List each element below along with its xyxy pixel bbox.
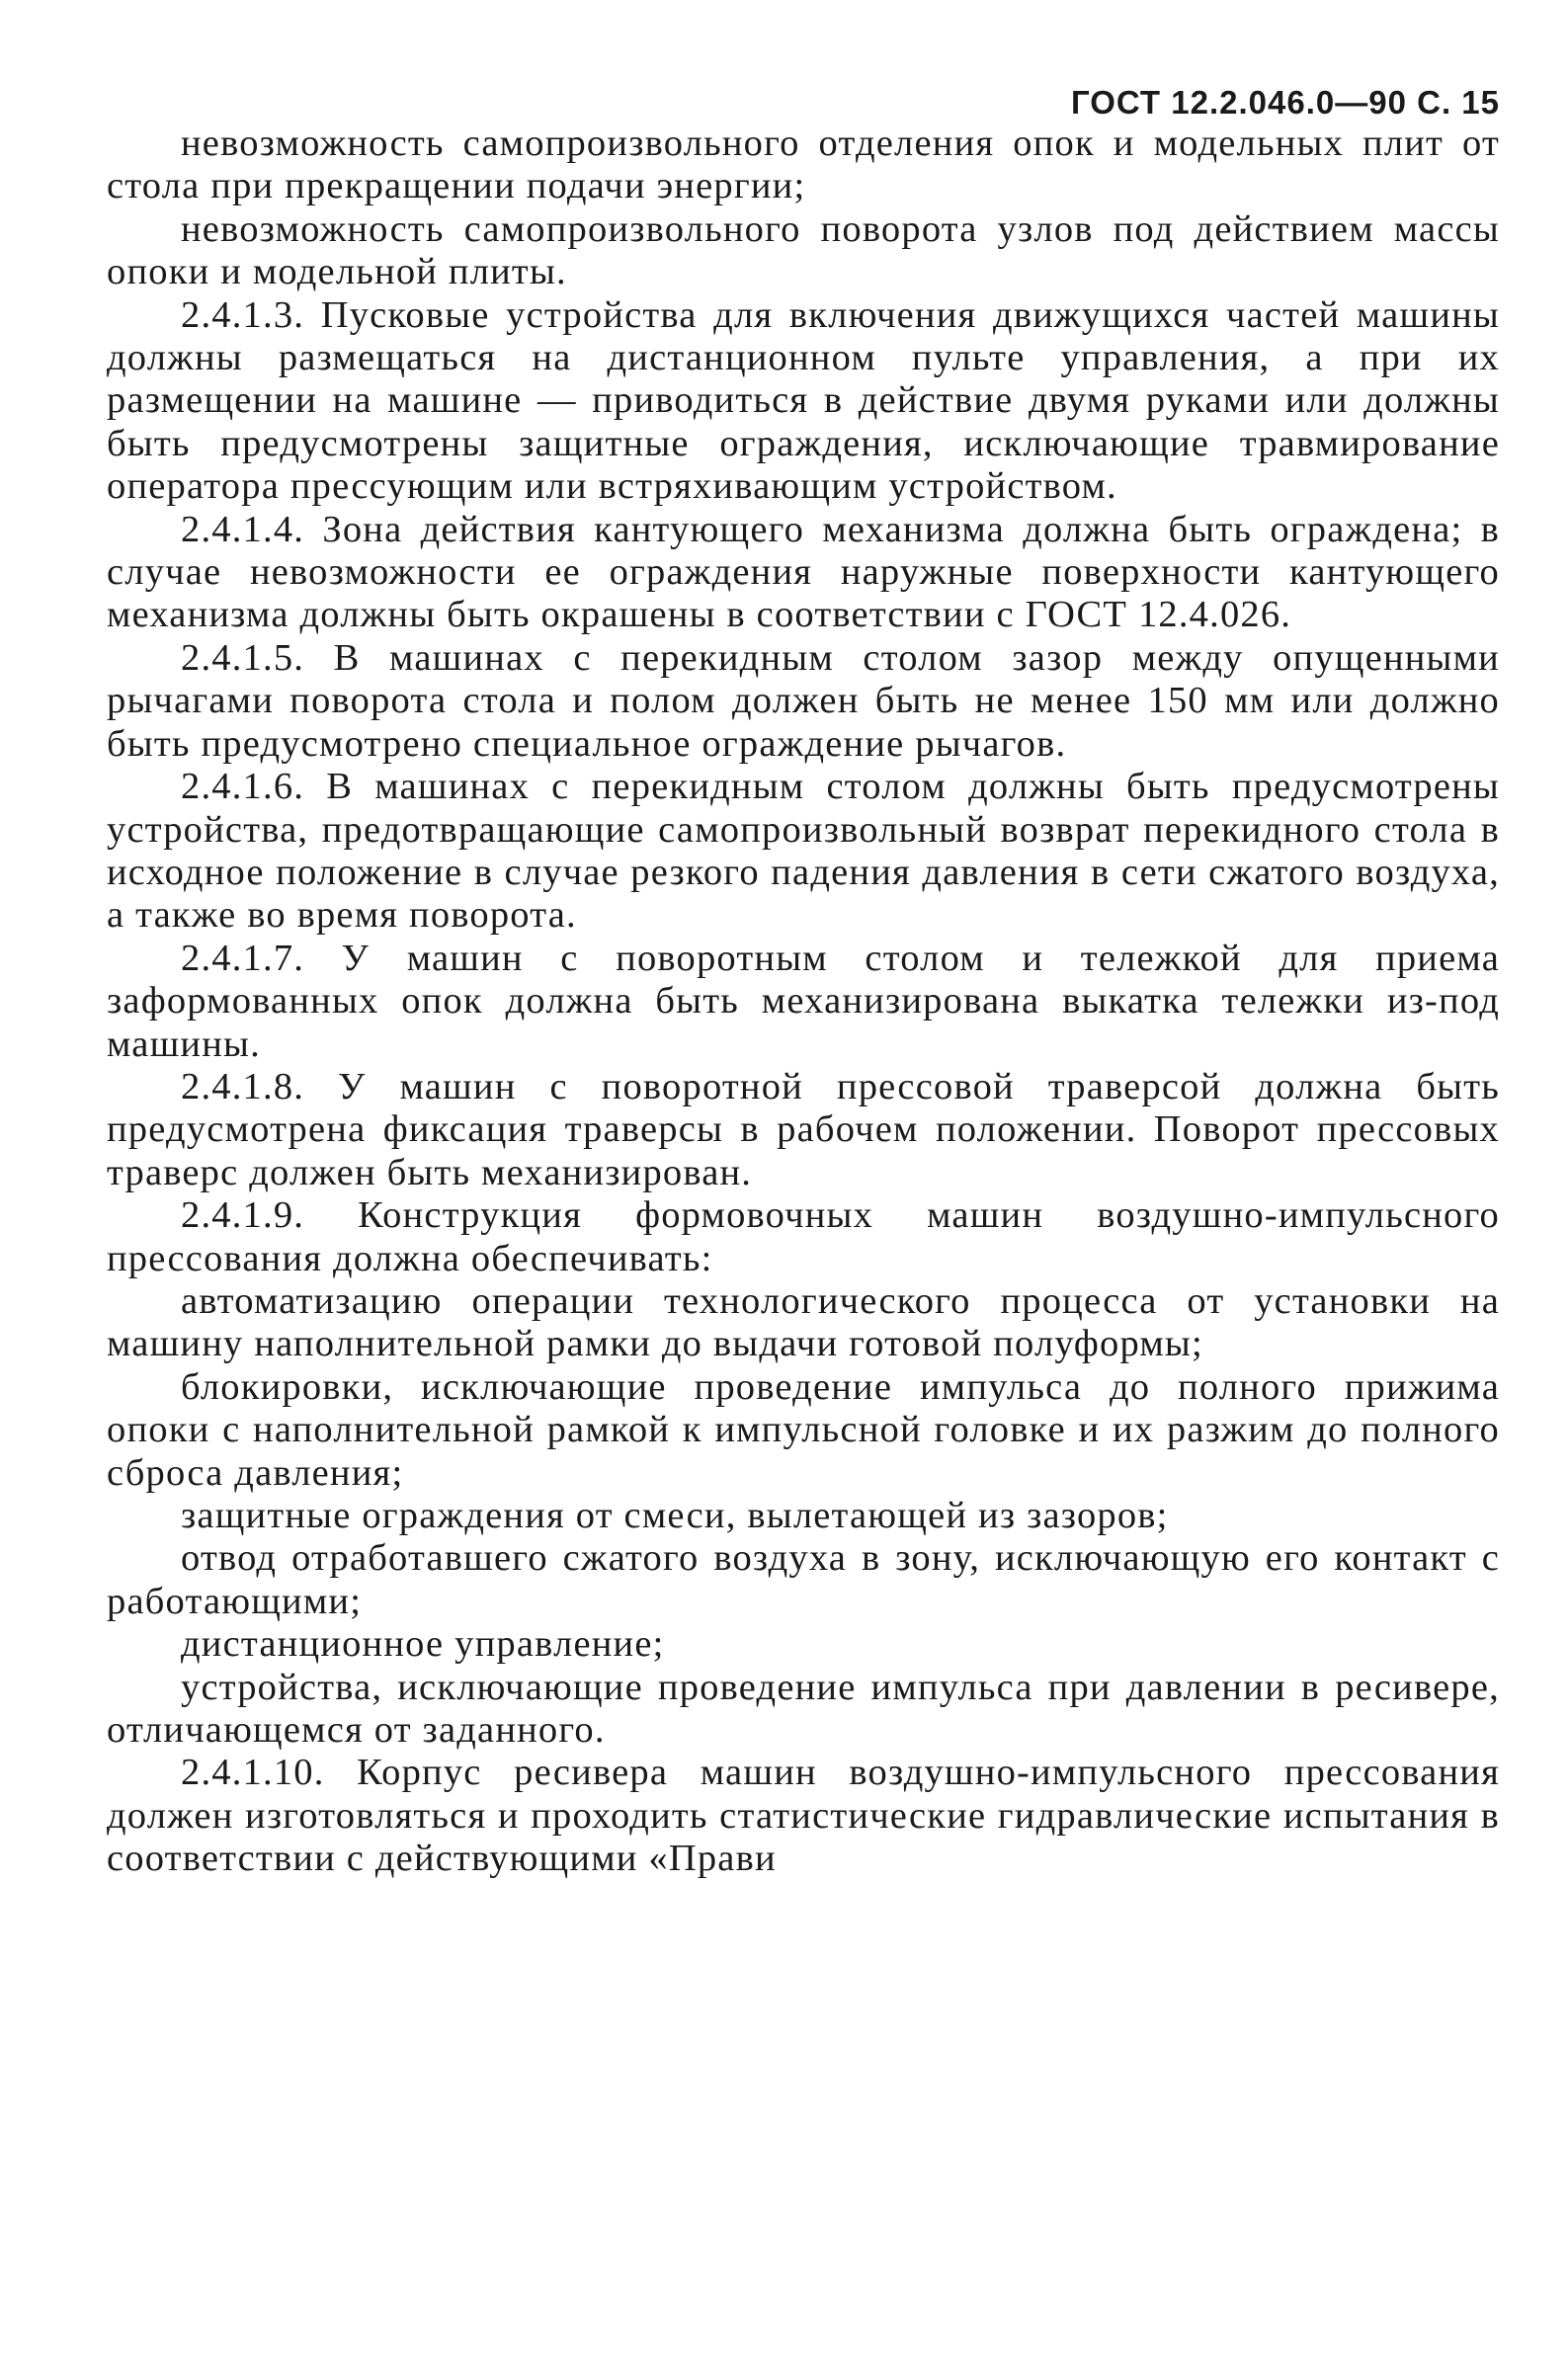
paragraph-2-4-1-7: 2.4.1.7. У машин с поворотным столом и тележкой для приема заформованных опок должна быть механизирована выкатка тележки из-под машины. [107,937,1500,1065]
paragraph-2-4-1-8: 2.4.1.8. У машин с поворотной прессовой траверсой должна быть предусмотрена фиксация траверсы в рабочем положении. Поворот прессовых траверс должен быть механизирован. [107,1065,1500,1193]
paragraph-2-4-1-4: 2.4.1.4. Зона действия кантующего механизма должна быть ограждена; в случае невозможности ее ограждения наружные поверхности кантующего механизма должны быть окрашены в соответствии с ГОСТ 12.4.026. [107,508,1500,636]
list-item: блокировки, исключающие проведение импульса до полного прижима опоки с наполнительной рамкой к импульсной головке и их разжим до полного сброса давления; [107,1365,1500,1494]
running-head: ГОСТ 12.2.046.0—90 С. 15 [1070,84,1500,121]
document-page [107,77,1500,1881]
body-text [107,123,1500,1881]
paragraph: невозможность самопроизвольного отделения опок и модельных плит от стола при прекращении подачи энергии; [107,123,1500,207]
list-item: отвод отработавшего сжатого воздуха в зону, исключающую его контакт с работающими; [107,1537,1500,1622]
paragraph-2-4-1-5: 2.4.1.5. В машинах с перекидным столом зазор между опущенными рычагами поворота стола и полом должен быть не менее 150 мм или должно быть предусмотрено специальное ограждение рычагов. [107,636,1500,765]
list-item: устройства, исключающие проведение импульса при давлении в ресивере, отличающемся от заданного. [107,1666,1500,1752]
list-item: защитные ограждения от смеси, вылетающей из зазоров; [181,1495,1169,1536]
paragraph-2-4-1-6: 2.4.1.6. В машинах с перекидным столом должны быть предусмотрены устройства, предотвращающие самопроизвольный возврат перекидного стола в исходное положение в случае резкого падения давления в сети сжатого воздуха, а также во время поворота. [107,766,1500,937]
list-item: дистанционное управление; [181,1623,665,1666]
paragraph-2-4-1-9: 2.4.1.9. Конструкция формовочных машин воздушно-импульсного прессования должна обеспечивать: [107,1194,1500,1279]
paragraph-2-4-1-10: 2.4.1.10. Корпус ресивера машин воздушно-импульсного прессования должен изготовляться и проходить статистические гидравлические испытания в соответствии с действующими «Прави [107,1752,1500,1880]
paragraph: невозможность самопроизвольного поворота узлов под действием массы опоки и модельной плиты. [107,207,1500,293]
list-item: автоматизацию операции технологического процесса от установки на машину наполнительной рамки до выдачи готовой полуформы; [107,1279,1500,1365]
paragraph-2-4-1-3: 2.4.1.3. Пусковые устройства для включения движущихся частей машины должны размещаться на дистанционном пульте управления, а при их размещении на машине — приводиться в действие двумя руками или должны быть предусмотрены защитные ограждения, исключающие травмирование оператора прессующим или встряхивающим устройством. [107,293,1500,508]
